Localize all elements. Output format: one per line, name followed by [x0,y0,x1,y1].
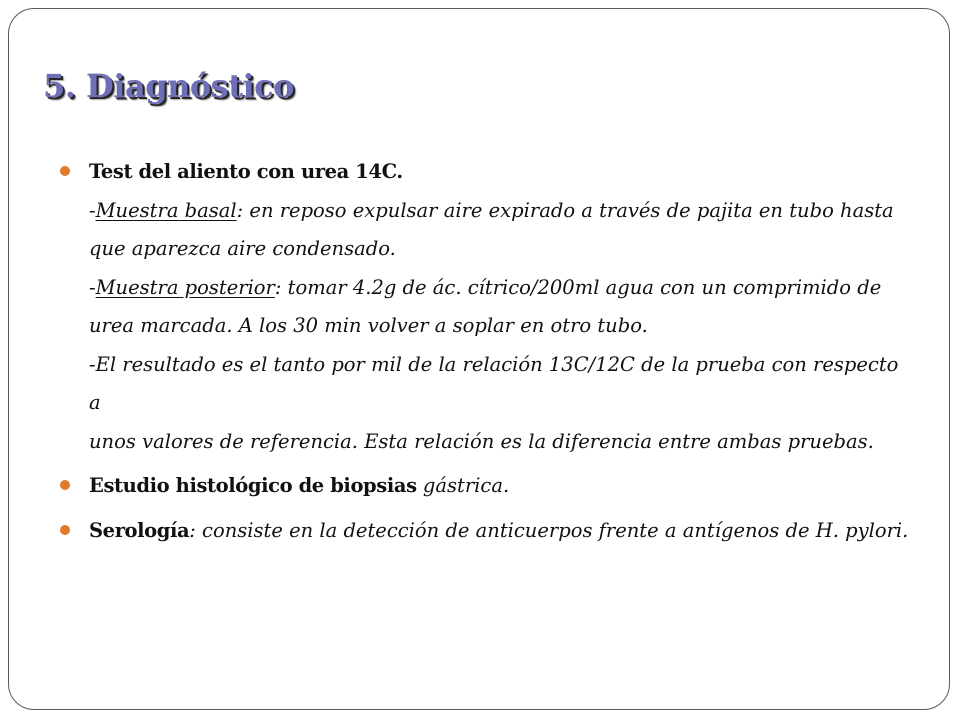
result-cont-line: unos valores de referencia. Esta relación es la diferencia entre ambas pruebas. [89,429,874,453]
histology-heading: Estudio histológico de biopsias [89,474,417,497]
serology-text: : consiste en la detección de anticuerpos frente a antígenos de [189,518,816,542]
dash-prefix: - [89,198,96,222]
basal-sample-cont-line: que aparezca aire condensado. [89,237,396,260]
posterior-sample-text: : tomar 4.2g de ác. cítrico/200ml agua con un comprimido de [274,275,882,299]
slide-frame [8,8,950,710]
list-item-breath-test [55,153,915,461]
serology-end: . [902,518,909,542]
basal-sample-line [89,192,915,231]
bullet-dot-icon [60,525,70,535]
histology-text: gástrica. [416,474,510,497]
basal-sample-text: : en reposo expulsar aire expirado a través de pajita en tubo hasta [236,198,894,222]
bullet-list [55,153,915,550]
bullet-dot-icon [60,480,70,490]
posterior-sample-line [89,269,915,308]
breath-test-heading: Test del aliento con urea 14C. [89,160,403,183]
dash-prefix: - [89,275,96,299]
posterior-sample-label: Muestra posterior [95,275,275,299]
slide-title: 5. Diagnóstico [43,67,294,105]
list-item-histology [55,467,915,506]
basal-sample-label: Muestra basal [95,198,237,222]
posterior-sample-cont-line: urea marcada. A los 30 min volver a soplar en otro tubo. [89,314,648,337]
serology-heading: Serología [89,518,190,542]
pathogen-name: H. pylori [815,518,903,542]
bullet-dot-icon [60,166,70,176]
list-item-serology [55,512,915,551]
result-line: -El resultado es el tanto por mil de la relación 13C/12C de la prueba con respecto a [89,352,899,414]
